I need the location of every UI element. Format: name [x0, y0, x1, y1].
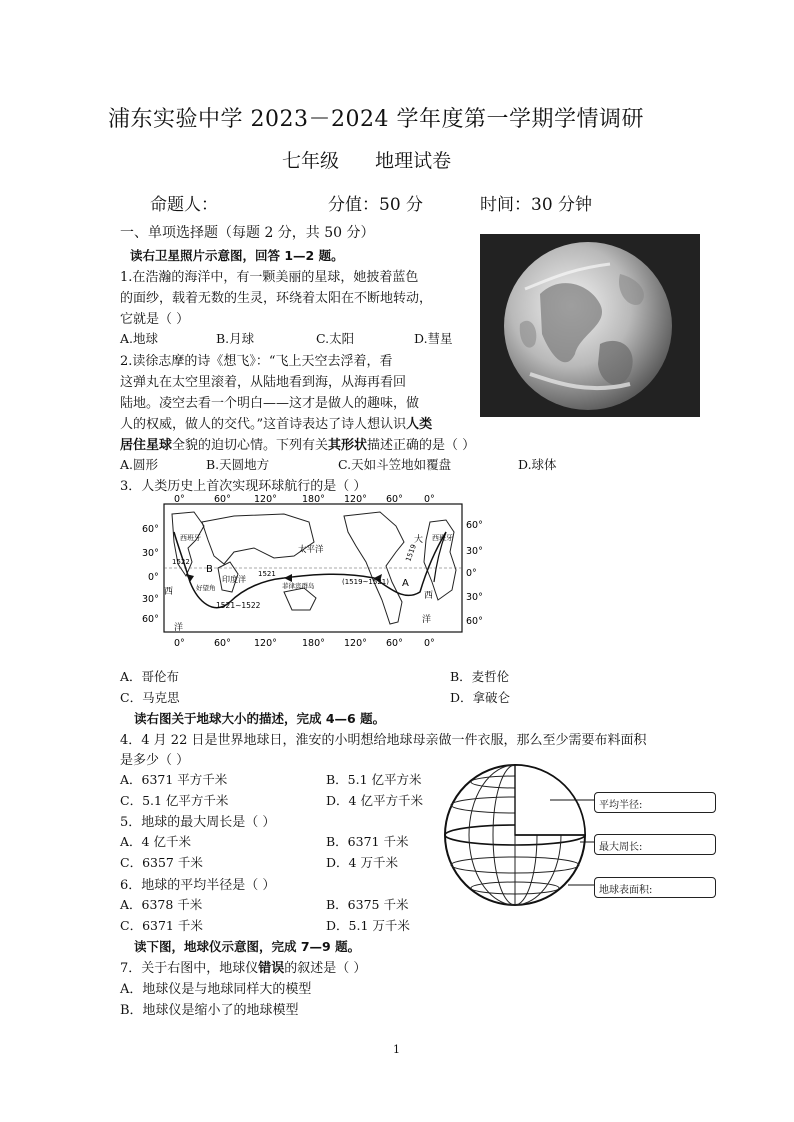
label-philippines: 菲律宾群岛: [282, 582, 315, 590]
intro-q7-9: 读下图，地球仪示意图，完成 7—9 题。: [134, 939, 361, 954]
q5-option-d: D．4 万千米: [326, 855, 398, 870]
q1-option-b: B.月球: [216, 331, 255, 346]
q3-option-b: B．麦哲伦: [450, 669, 510, 684]
lat-right-4: 60°: [466, 616, 483, 627]
section-heading: 一、单项选择题（每题 2 分，共 50 分）: [120, 225, 375, 241]
lon-bottom-4: 120°: [344, 638, 367, 649]
label-spain-left: 西班牙: [180, 534, 201, 542]
lon-top-6: 0°: [424, 494, 435, 505]
lat-left-3: 30°: [142, 594, 159, 605]
label-1519-1521: (1519~1521): [342, 578, 389, 586]
q5-option-c: C．6357 千米: [120, 855, 203, 870]
q6-option-b: B．6375 千米: [326, 897, 409, 912]
lat-right-3: 30°: [466, 592, 483, 603]
subject-label: 地理试卷: [375, 150, 452, 172]
q3-option-a: A．哥伦布: [120, 669, 180, 684]
label-ocean-right: 洋: [422, 615, 432, 625]
intro-q4-6: 读右图关于地球大小的描述，完成 4—6 题。: [134, 711, 386, 726]
author-label: 命题人：: [150, 195, 218, 215]
label-west-right: 西: [424, 591, 434, 601]
q6-option-d: D．5.1 万千米: [326, 918, 410, 933]
lon-bottom-5: 60°: [386, 638, 403, 649]
q5-stem: 5．地球的最大周长是（ ）: [120, 815, 276, 830]
lon-bottom-1: 60°: [214, 638, 231, 649]
q6-stem: 6．地球的平均半径是（ ）: [120, 878, 276, 893]
earth-satellite-photo: [480, 234, 700, 417]
label-b: B: [206, 564, 213, 575]
label-cape: 好望角: [196, 584, 216, 592]
lat-left-0: 60°: [142, 524, 159, 535]
q5-option-a: A．4 亿千米: [120, 834, 191, 849]
q7-stem: 7．关于右图中，地球仪错误的叙述是（ ）: [120, 961, 367, 976]
page-number: 1: [393, 1043, 400, 1056]
magellan-route-map: [134, 492, 490, 650]
avg-radius-box: 平均半径:: [594, 792, 716, 813]
q3-stem: 3．人类历史上首次实现环球航行的是（ ）: [120, 479, 367, 494]
label-indian: 印度洋: [222, 575, 246, 584]
q4-option-a: A．6371 平方千米: [120, 772, 228, 787]
q2-line-1: 2.读徐志摩的诗《想飞》：“飞上天空去浮着，看: [120, 354, 393, 369]
lat-right-1: 30°: [466, 546, 483, 557]
q1-option-c: C.太阳: [316, 331, 355, 346]
lon-top-1: 60°: [214, 494, 231, 505]
surface-area-box: 地球表面积:: [594, 877, 716, 898]
exam-title: 浦东实验中学 2023－2024 学年度第一学期学情调研: [108, 107, 644, 132]
q5-option-b: B．6371 千米: [326, 834, 409, 849]
lon-top-3: 180°: [302, 494, 325, 505]
grade-label: 七年级: [282, 150, 340, 172]
q2-line-3: 陆地。凌空去看一个明白——这才是做人的趣味，做: [120, 396, 420, 411]
q1-line-2: 的面纱，载着无数的生灵，环绕着太阳在不断地转动，: [120, 291, 433, 306]
q3-option-d: D．拿破仑: [450, 690, 511, 705]
time-label: 时间：30 分钟: [480, 195, 593, 215]
lat-right-2: 0°: [466, 568, 477, 579]
q6-option-c: C．6371 千米: [120, 918, 203, 933]
q2-line-5: 居住星球全貌的迫切心情。下列有关其形状描述正确的是（ ）: [120, 438, 476, 453]
q2-option-c: C.天如斗笠地如覆盘: [338, 457, 452, 472]
q1-line-3: 它就是（ ）: [120, 312, 190, 327]
lat-left-4: 60°: [142, 614, 159, 625]
q2-line-4: 人的权威，做人的交代。”这首诗表达了诗人想认识人类: [120, 417, 433, 432]
label-1521: 1521: [258, 570, 276, 578]
label-spain-right: 西班牙: [432, 534, 453, 542]
label-big: 大: [414, 535, 424, 545]
max-circumference-box: 最大周长:: [594, 834, 716, 855]
lon-bottom-0: 0°: [174, 638, 185, 649]
lon-top-5: 60°: [386, 494, 403, 505]
lon-bottom-3: 180°: [302, 638, 325, 649]
q7-option-a: A．地球仪是与地球同样大的模型: [120, 982, 312, 997]
q6-option-a: A．6378 千米: [120, 897, 203, 912]
lat-right-0: 60°: [466, 520, 483, 531]
lon-top-2: 120°: [254, 494, 277, 505]
q3-option-c: C．马克思: [120, 690, 180, 705]
label-1522: 1522: [172, 558, 190, 566]
label-ocean-left: 洋: [174, 623, 184, 633]
score-label: 分值：50 分: [328, 195, 424, 215]
earth-size-globe-diagram: [440, 760, 620, 940]
lat-left-2: 0°: [148, 572, 159, 583]
q4-option-c: C．5.1 亿平方千米: [120, 793, 229, 808]
q2-line-2: 这弹丸在太空里滚着，从陆地看到海，从海再看回: [120, 375, 407, 390]
q1-line-1: 1.在浩瀚的海洋中，有一颗美丽的星球，她披着蓝色: [120, 270, 419, 285]
q4-stem: 4．4 月 22 日是世界地球日，淮安的小明想给地球母亲做一件衣服，那么至少需要布料面积: [120, 733, 647, 748]
intro-q1-2: 读右卫星照片示意图，回答 1—2 题。: [130, 248, 344, 263]
label-pacific: 太平洋: [298, 545, 324, 555]
label-1521-1522: 1521~1522: [216, 601, 261, 610]
q4-option-d: D．4 亿平方千米: [326, 793, 423, 808]
q1-option-d: D.彗星: [414, 331, 453, 346]
label-a: A: [402, 578, 409, 589]
q2-option-a: A.圆形: [120, 457, 159, 472]
label-1519: 1519: [404, 543, 418, 563]
lon-bottom-2: 120°: [254, 638, 277, 649]
label-west-left: 西: [164, 587, 174, 597]
q1-option-a: A.地球: [120, 331, 159, 346]
lon-bottom-6: 0°: [424, 638, 435, 649]
lon-top-4: 120°: [344, 494, 367, 505]
q4-stem-2: 是多少（ ）: [120, 753, 190, 768]
q7-option-b: B．地球仪是缩小了的地球模型: [120, 1003, 299, 1018]
q2-option-b: B.天圆地方: [206, 457, 270, 472]
lat-left-1: 30°: [142, 548, 159, 559]
exam-subtitle: [282, 146, 451, 173]
lon-top-0: 0°: [174, 494, 185, 505]
q2-option-d: D.球体: [518, 457, 557, 472]
q4-option-b: B．5.1 亿平方米: [326, 772, 422, 787]
